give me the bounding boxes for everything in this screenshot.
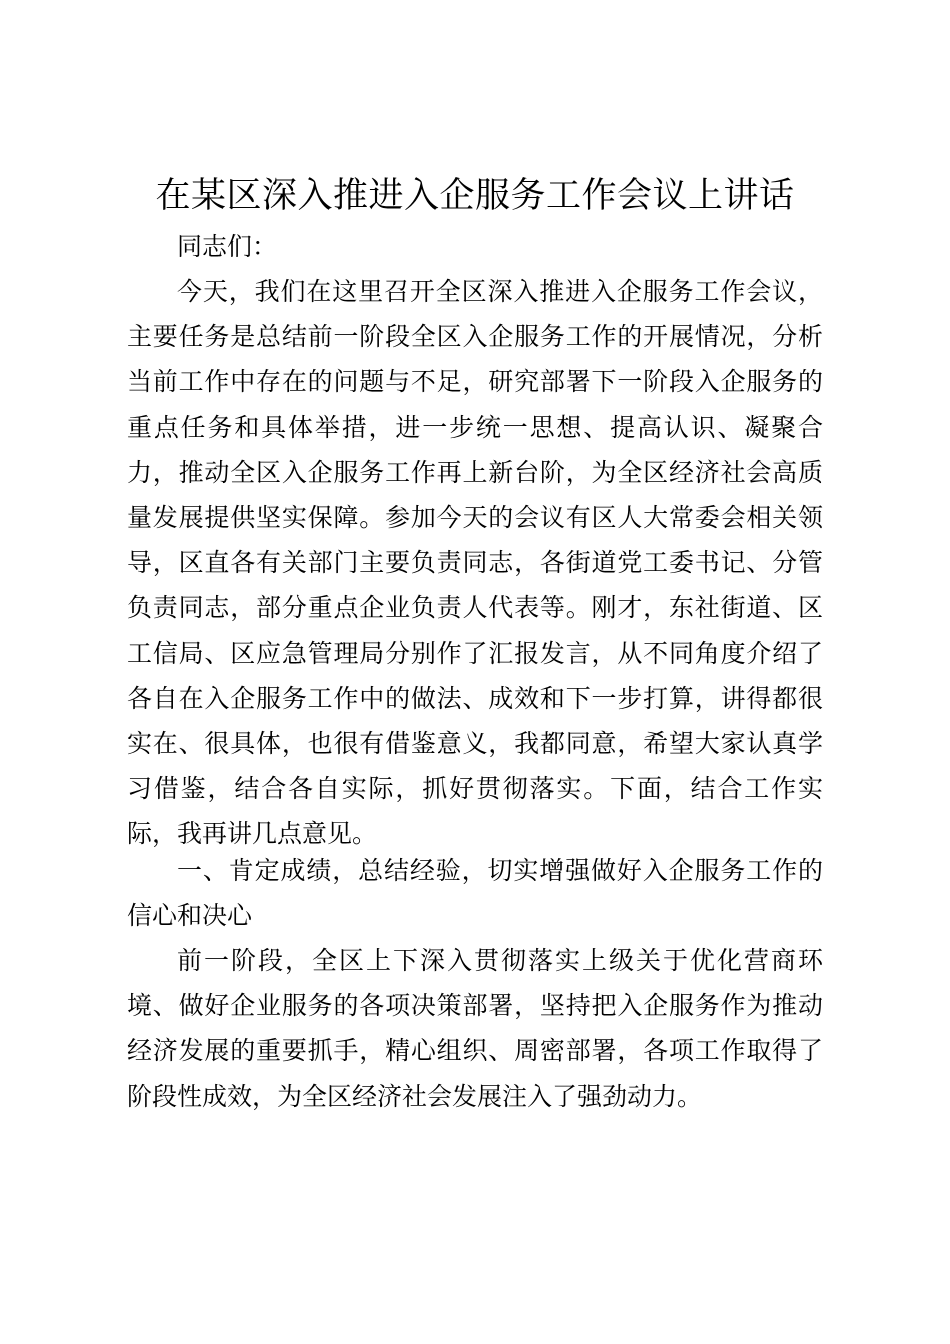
salutation: 同志们： [177,232,278,261]
section-heading-one: 一、肯定成绩，总结经验，切实增强做好入企服务工作的信心和决心 [127,856,823,931]
document-title: 在某区深入推进入企服务工作会议上讲话 [155,176,795,216]
paragraph-achievements: 前一阶段，全区上下深入贯彻落实上级关于优化营商环境、做好企业服务的各项决策部署，坚持把入企服务作为推动经济发展的重要抓手，精心组织、周密部署，各项工作取得了阶段性成效，为全区经济社会发展注入了强劲动力。 [127,946,823,1111]
paragraph-intro: 今天，我们在这里召开全区深入推进入企服务工作会议，主要任务是总结前一阶段全区入企服务工作的开展情况，分析当前工作中存在的问题与不足，研究部署下一阶段入企服务的重点任务和具体举措，进一步统一思想、提高认识、凝聚合力，推动全区入企服务工作再上新台阶，为全区经济社会高质量发展提供坚实保障。参加今天的会议有区人大常委会相关领导，区直各有关部门主要负责同志，各街道党工委书记、分管负责同志，部分重点企业负责人代表等。刚才，东社街道、区工信局、区应急管理局分别作了汇报发言，从不同角度介绍了各自在入企服务工作中的做法、成效和下一步打算，讲得都很实在、很具体，也很有借鉴意义，我都同意，希望大家认真学习借鉴，结合各自实际，抓好贯彻落实。下面，结合工作实际，我再讲几点意见。 [127,277,823,849]
